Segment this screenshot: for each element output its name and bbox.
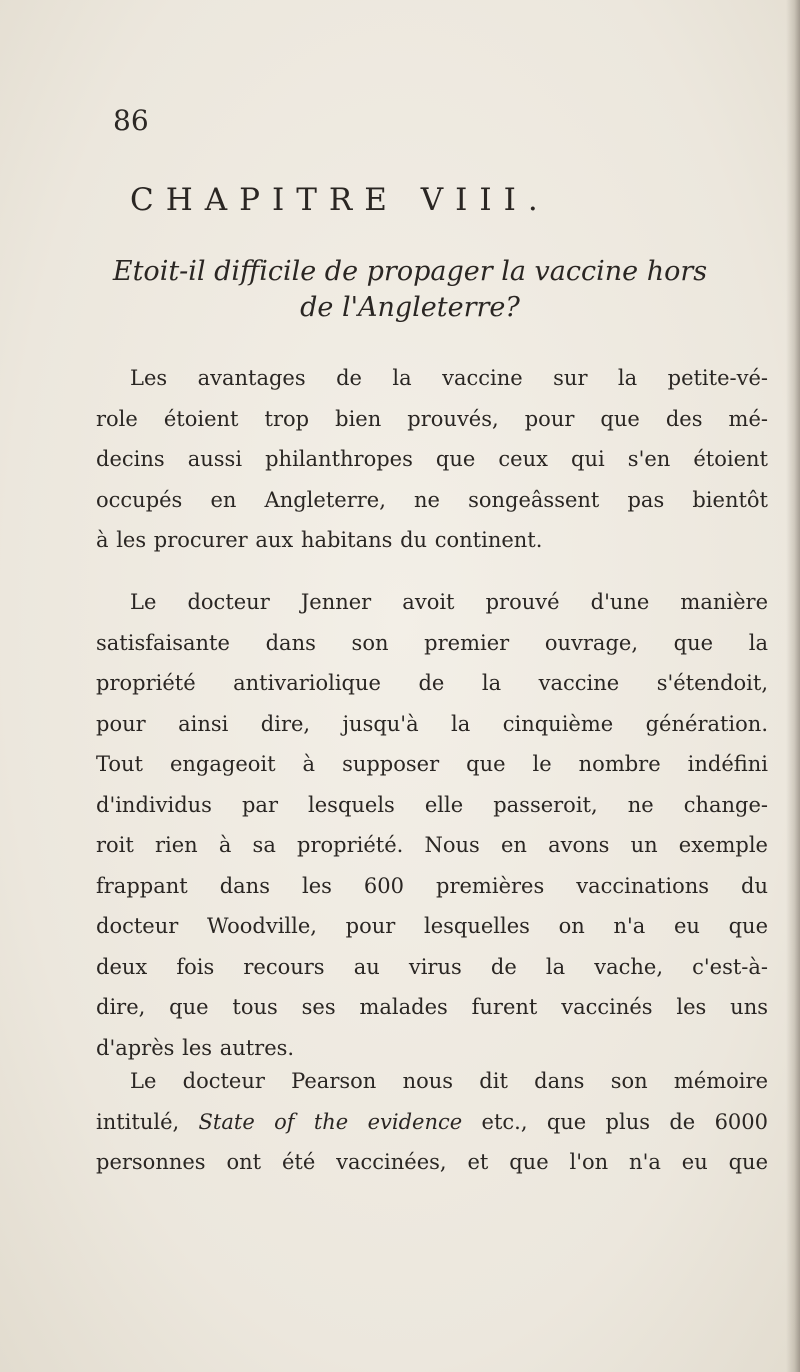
book-title-reference: State of the evidence [198, 1109, 463, 1134]
chapter-title-line-1: Etoit-il difficile de propager la vaccine hors [112, 256, 708, 287]
paragraph-line [96, 1102, 768, 1143]
paragraph-line: d'individus par lesquels elle passeroit, ne change- [96, 792, 768, 817]
paragraph-line: d'après les autres. [96, 1035, 295, 1060]
paragraph-line: occupés en Angleterre, ne songeâssent pas bientôt [96, 487, 768, 512]
paragraph-line: Les avantages de la vaccine sur la petite-vé- [130, 366, 768, 390]
chapter-title [100, 254, 720, 326]
paragraph-line: docteur Woodville, pour lesquelles on n'a eu que [96, 914, 768, 938]
paragraph-line: propriété antivariolique de la vaccine s'étendoit, [96, 671, 768, 695]
chapter-heading: CHAPITRE VIII. [130, 182, 550, 218]
paragraph-line: Le docteur Jenner avoit prouvé d'une manière [130, 590, 768, 614]
paragraph-line: dire, que tous ses malades furent vaccinés les uns [96, 995, 768, 1019]
paragraph-line: satisfaisante dans son premier ouvrage, que la [96, 630, 768, 655]
paragraph-3 [96, 1061, 768, 1183]
page-number: 86 [113, 104, 149, 137]
paragraph-line: Tout engageoit à supposer que le nombre indéfini [96, 752, 768, 776]
paragraph-text: etc., que plus de 6000 [462, 1109, 769, 1134]
paragraph-line: frappant dans les 600 premières vaccinations du [96, 873, 768, 898]
paragraph-line: roit rien à sa propriété. Nous en avons un exemple [96, 833, 768, 857]
paragraph-1 [96, 358, 768, 561]
paragraph-line: Le docteur Pearson nous dit dans son mémoire [130, 1069, 768, 1093]
paragraph-2 [96, 582, 768, 1068]
paragraph-line: à les procurer aux habitans du continent. [96, 528, 543, 552]
paragraph-text: intitulé, [96, 1109, 199, 1134]
page-edge-shadow [786, 0, 800, 1372]
paragraph-line: personnes ont été vaccinées, et que l'on n'a eu que [96, 1150, 768, 1174]
paragraph-line: pour ainsi dire, jusqu'à la cinquième génération. [96, 711, 768, 736]
paragraph-line: decins aussi philanthropes que ceux qui s'en étoient [96, 447, 768, 471]
paragraph-line: deux fois recours au virus de la vache, c'est-à- [96, 954, 768, 979]
chapter-title-line-2: de l'Angleterre? [300, 292, 520, 323]
paragraph-line: role étoient trop bien prouvés, pour que des mé- [96, 406, 768, 431]
